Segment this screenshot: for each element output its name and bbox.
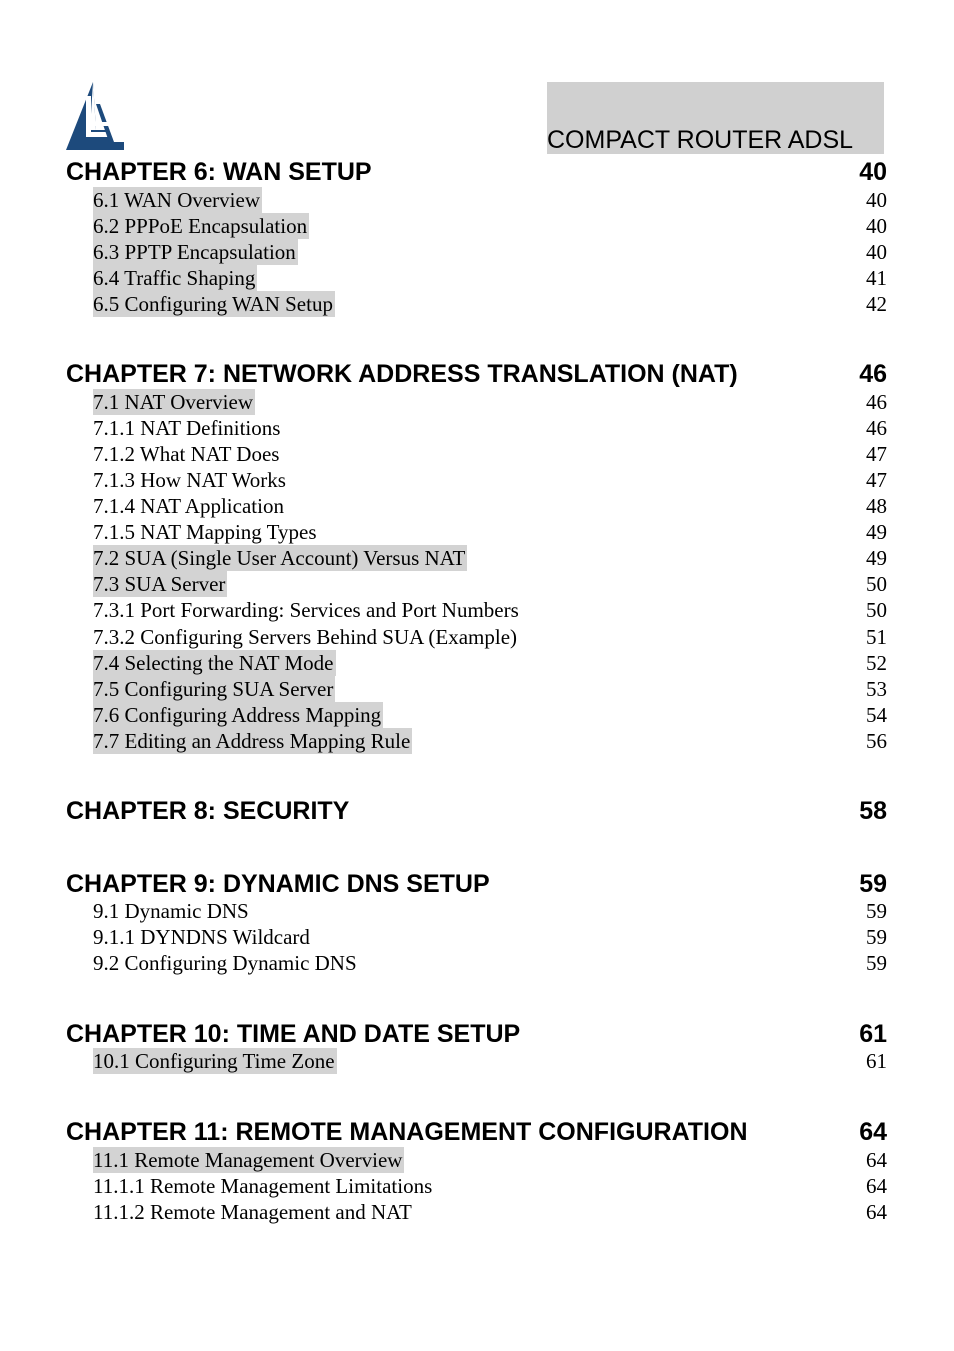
section-title: 11.1.2 Remote Management and NAT: [93, 1200, 412, 1224]
toc-entry-row: [0, 597, 954, 623]
page-number: 54: [866, 703, 887, 727]
page-number: 53: [866, 677, 887, 701]
section-title: 6.3 PPTP Encapsulation: [93, 240, 296, 264]
toc-chapter-row: [0, 796, 954, 826]
page-number: 61: [866, 1049, 887, 1073]
chapter-title: CHAPTER 10: TIME AND DATE SETUP: [66, 1020, 521, 1048]
toc-entry-row: [0, 493, 954, 519]
atlantis-logo-icon: [66, 82, 124, 150]
page-number: 49: [866, 546, 887, 570]
section-title: 10.1 Configuring Time Zone: [93, 1049, 335, 1073]
section-title: 7.5 Configuring SUA Server: [93, 677, 334, 701]
toc-chapter-row: [0, 869, 954, 899]
page-number: 51: [866, 625, 887, 649]
toc-entry-row: [0, 187, 954, 213]
section-title: 7.4 Selecting the NAT Mode: [93, 651, 334, 675]
page-number: 40: [866, 214, 887, 238]
page-number: 40: [859, 158, 887, 186]
section-title: 6.4 Traffic Shaping: [93, 266, 256, 290]
section-title: 7.3.2 Configuring Servers Behind SUA (Example): [93, 625, 518, 649]
toc-entry-row: [0, 571, 954, 597]
chapter-title: CHAPTER 7: NETWORK ADDRESS TRANSLATION (NAT): [66, 360, 738, 388]
section-title: 6.1 WAN Overview: [93, 188, 260, 212]
toc-entry-row: [0, 702, 954, 728]
page-number: 59: [859, 870, 887, 898]
page-number: 59: [866, 951, 887, 975]
page-number: 61: [859, 1020, 887, 1048]
toc-entry-row: [0, 924, 954, 950]
toc-entry-row: [0, 441, 954, 467]
page-number: 49: [866, 520, 887, 544]
toc-entry-row: [0, 624, 954, 650]
toc-entry-row: [0, 728, 954, 754]
page-number: 59: [866, 899, 887, 923]
toc-entry-row: [0, 650, 954, 676]
product-title: COMPACT ROUTER ADSL: [547, 126, 854, 154]
page-number: 47: [866, 442, 887, 466]
section-title: 9.1 Dynamic DNS: [93, 899, 249, 923]
section-title: 7.6 Configuring Address Mapping: [93, 703, 382, 727]
section-title: 7.1 NAT Overview: [93, 390, 254, 414]
page-number: 64: [866, 1200, 887, 1224]
section-title: 6.5 Configuring WAN Setup: [93, 292, 333, 316]
section-title: 9.1.1 DYNDNS Wildcard: [93, 925, 310, 949]
page-number: 50: [866, 572, 887, 596]
toc-entry-row: [0, 676, 954, 702]
toc-entry-row: [0, 1173, 954, 1199]
page-number: 46: [866, 390, 887, 414]
toc-chapter-row: [0, 1117, 954, 1147]
toc-chapter-row: [0, 1019, 954, 1049]
section-title: 7.7 Editing an Address Mapping Rule: [93, 729, 411, 753]
toc-entry-row: [0, 545, 954, 571]
toc-entry-row: [0, 1147, 954, 1173]
page-number: 46: [859, 360, 887, 388]
section-title: 7.2 SUA (Single User Account) Versus NAT: [93, 546, 466, 570]
toc-entry-row: [0, 291, 954, 317]
page-number: 52: [866, 651, 887, 675]
page-number: 64: [866, 1174, 887, 1198]
page-number: 46: [866, 416, 887, 440]
toc-entry-row: [0, 265, 954, 291]
page-number: 41: [866, 266, 887, 290]
page-number: 50: [866, 598, 887, 622]
section-title: 7.1.1 NAT Definitions: [93, 416, 281, 440]
section-title: 9.2 Configuring Dynamic DNS: [93, 951, 357, 975]
chapter-title: CHAPTER 9: DYNAMIC DNS SETUP: [66, 870, 490, 898]
page-number: 47: [866, 468, 887, 492]
toc-entry-row: [0, 1048, 954, 1074]
page-number: 40: [866, 188, 887, 212]
section-title: 6.2 PPPoE Encapsulation: [93, 214, 308, 238]
page-number: 48: [866, 494, 887, 518]
section-title: 7.1.2 What NAT Does: [93, 442, 280, 466]
chapter-title: CHAPTER 11: REMOTE MANAGEMENT CONFIGURATION: [66, 1118, 748, 1146]
toc-entry-row: [0, 898, 954, 924]
section-title: 11.1 Remote Management Overview: [93, 1148, 403, 1172]
toc-entry-row: [0, 389, 954, 415]
page-number: 59: [866, 925, 887, 949]
section-title: 7.3 SUA Server: [93, 572, 226, 596]
chapter-title: CHAPTER 6: WAN SETUP: [66, 158, 372, 186]
toc-entry-row: [0, 467, 954, 493]
chapter-title: CHAPTER 8: SECURITY: [66, 797, 350, 825]
page-number: 64: [866, 1148, 887, 1172]
toc-entry-row: [0, 1199, 954, 1225]
toc-entry-row: [0, 415, 954, 441]
section-title: 7.3.1 Port Forwarding: Services and Port Numbers: [93, 598, 519, 622]
toc-chapter-row: [0, 157, 954, 187]
page-number: 58: [859, 797, 887, 825]
page-number: 64: [859, 1118, 887, 1146]
toc-entry-row: [0, 519, 954, 545]
section-title: 7.1.4 NAT Application: [93, 494, 284, 518]
toc-entry-row: [0, 950, 954, 976]
toc-chapter-row: [0, 359, 954, 389]
toc-entry-row: [0, 213, 954, 239]
page-number: 56: [866, 729, 887, 753]
section-title: 7.1.5 NAT Mapping Types: [93, 520, 317, 544]
toc-entry-row: [0, 239, 954, 265]
section-title: 7.1.3 How NAT Works: [93, 468, 286, 492]
page-number: 42: [866, 292, 887, 316]
section-title: 11.1.1 Remote Management Limitations: [93, 1174, 433, 1198]
page-number: 40: [866, 240, 887, 264]
